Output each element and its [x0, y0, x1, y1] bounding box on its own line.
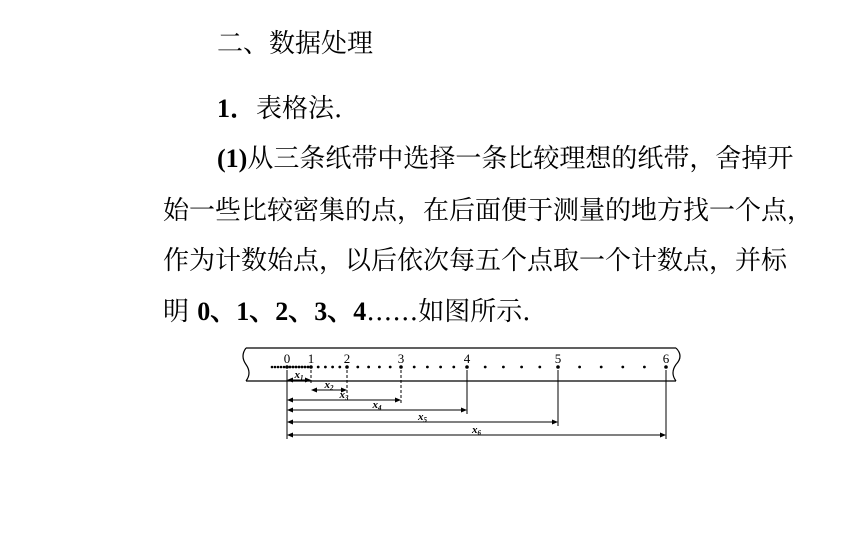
- distance-label: x4: [372, 399, 382, 412]
- tape-dot: [413, 366, 416, 369]
- tape-dot: [283, 366, 286, 369]
- paragraph-text-4a: 明: [163, 297, 198, 327]
- tape-dot: [538, 366, 541, 369]
- method-title: 表格法.: [256, 94, 343, 124]
- distance-arrow-x1: [287, 369, 311, 383]
- tape-dot: [520, 366, 523, 369]
- paragraph-line-3: 作为计数始点，以后依次每五个点取一个计数点，并标: [163, 246, 788, 276]
- tape-right-torn-edge: [673, 348, 680, 381]
- tape-dot: [439, 366, 442, 369]
- method-number: 1．: [217, 94, 257, 123]
- tape-dot: [484, 366, 487, 369]
- tape-dot: [331, 366, 334, 369]
- tape-dot: [389, 366, 392, 369]
- count-point-label: 4: [463, 351, 471, 366]
- tape-dot: [317, 366, 320, 369]
- distance-label: x2: [324, 379, 334, 392]
- paragraph-text-4b: ……如图所示.: [366, 297, 531, 327]
- distance-arrow-x5: [287, 411, 558, 425]
- tape-dot: [600, 366, 603, 369]
- tape-dot: [277, 366, 280, 369]
- tape-left-torn-edge: [243, 348, 249, 381]
- paragraph-line-4: [163, 296, 531, 328]
- tape-dot: [280, 366, 283, 369]
- tape-dot: [292, 366, 295, 369]
- tape-dot: [289, 366, 292, 369]
- distance-label: x6: [472, 424, 481, 437]
- tape-dot: [367, 366, 370, 369]
- distance-arrow-x6: [287, 424, 666, 438]
- tape-dot: [307, 366, 310, 369]
- tape-dot: [274, 366, 277, 369]
- distance-arrow-x4: [287, 399, 467, 413]
- count-point-label: 5: [554, 351, 562, 366]
- distance-label: x3: [339, 389, 349, 402]
- tape-dot: [295, 366, 298, 369]
- paragraph-line-1: [217, 143, 793, 175]
- tape-dot: [324, 366, 327, 369]
- tape-dot: [271, 366, 274, 369]
- tape-dot: [502, 366, 505, 369]
- tape-dot: [578, 366, 581, 369]
- distance-label: x5: [418, 411, 427, 424]
- count-point-label: 6: [662, 351, 670, 366]
- method-heading: [217, 93, 342, 125]
- count-point-labels: [284, 351, 670, 366]
- paragraph-line-2: 始一些比较密集的点，在后面便于测量的地方找一个点，: [163, 196, 814, 226]
- count-point-label: 3: [397, 351, 405, 366]
- tape-dot: [621, 366, 624, 369]
- tape-dot: [356, 366, 359, 369]
- tape-dot: [304, 366, 307, 369]
- distance-arrows: [287, 369, 666, 438]
- distance-label: x1: [294, 369, 304, 382]
- tape-dot: [301, 366, 304, 369]
- tape-dot: [452, 366, 455, 369]
- count-point-label: 2: [343, 351, 351, 366]
- point-label-list: 0、1、2、3、4: [197, 297, 367, 326]
- count-point-label: 0: [283, 351, 291, 366]
- step-number: (1): [217, 144, 248, 173]
- tape-dot: [426, 366, 429, 369]
- count-point-label: 1: [307, 351, 315, 366]
- paper-tape-diagram: [240, 343, 690, 445]
- tape-dot: [338, 366, 341, 369]
- paragraph-text-1: 从三条纸带中选择一条比较理想的纸带，舍掉开: [247, 144, 794, 174]
- section-heading: 二、数据处理: [217, 29, 374, 59]
- tape-dot: [298, 366, 301, 369]
- tape-dot: [643, 366, 646, 369]
- distance-arrow-x3: [287, 389, 401, 403]
- tape-dot: [378, 366, 381, 369]
